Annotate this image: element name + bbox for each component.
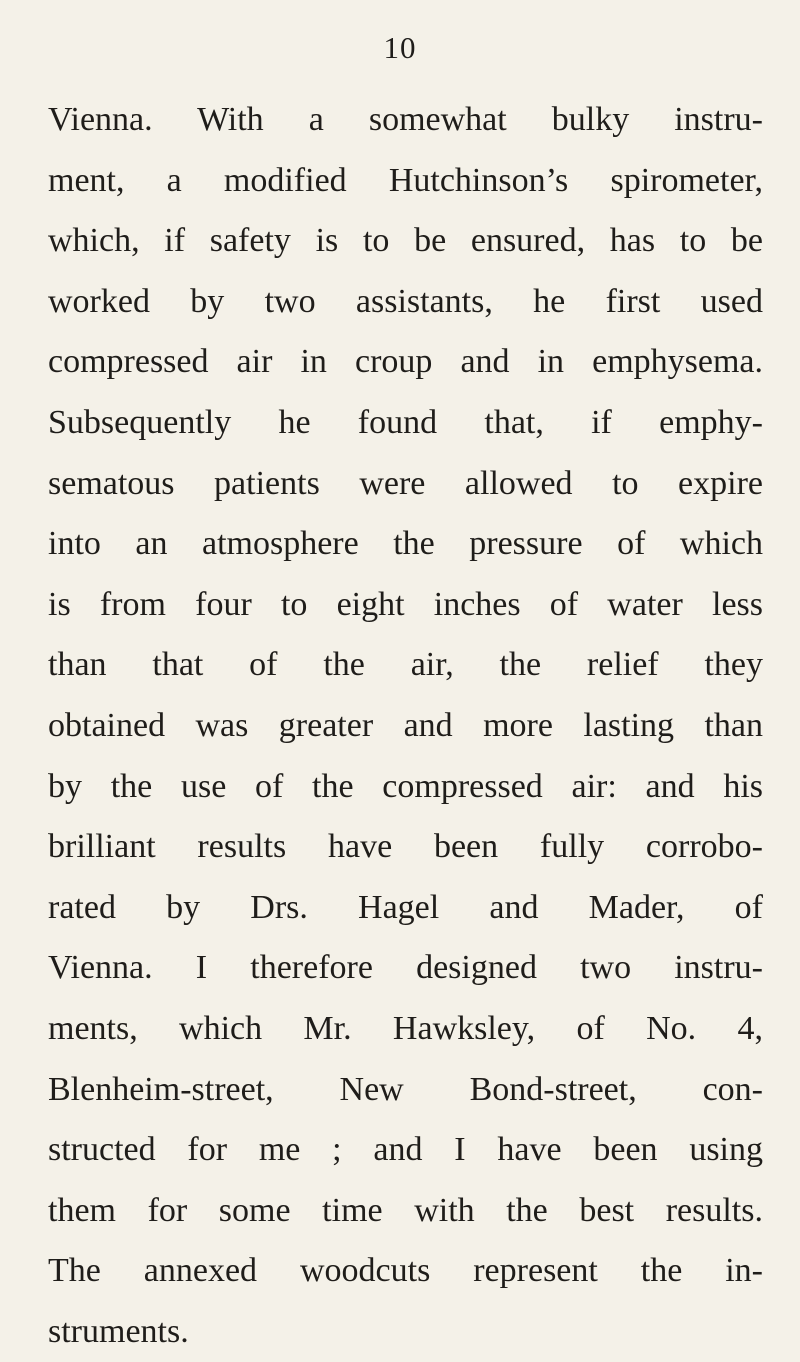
text-line: rated by Drs. Hagel and Mader, of [48, 888, 763, 926]
text-line: brilliant results have been fully corrobo- [48, 828, 763, 866]
text-line: structed for me ; and I have been using [48, 1131, 763, 1169]
text-line: sematous patients were allowed to expire [48, 464, 763, 502]
text-line: ments, which Mr. Hawksley, of No. 4, [48, 1009, 763, 1047]
text-line: struments. [48, 1312, 189, 1350]
text-line: than that of the air, the relief they [48, 646, 763, 684]
text-line: The annexed woodcuts represent the in- [48, 1252, 763, 1290]
text-line: into an atmosphere the pressure of which [48, 525, 763, 563]
text-line: worked by two assistants, he first used [48, 282, 763, 320]
text-line: Vienna. With a somewhat bulky instru- [48, 101, 763, 138]
text-line: Subsequently he found that, if emphy- [48, 403, 763, 441]
text-line: obtained was greater and more lasting than [48, 706, 763, 744]
text-line: which, if safety is to be ensured, has to be [48, 222, 763, 260]
text-line: ment, a modified Hutchinson’s spirometer, [48, 161, 763, 199]
text-line: compressed air in croup and in emphysema. [48, 343, 763, 381]
text-line: them for some time with the best results. [48, 1191, 763, 1229]
body-paragraph [48, 90, 763, 1362]
text-line: Vienna. I therefore designed two instru- [48, 949, 763, 987]
text-line: is from four to eight inches of water less [48, 585, 763, 623]
page-number: 10 [383, 30, 417, 65]
text-line: Blenheim-street, New Bond-street, con- [48, 1070, 763, 1108]
text-line: by the use of the compressed air: and his [48, 767, 763, 805]
